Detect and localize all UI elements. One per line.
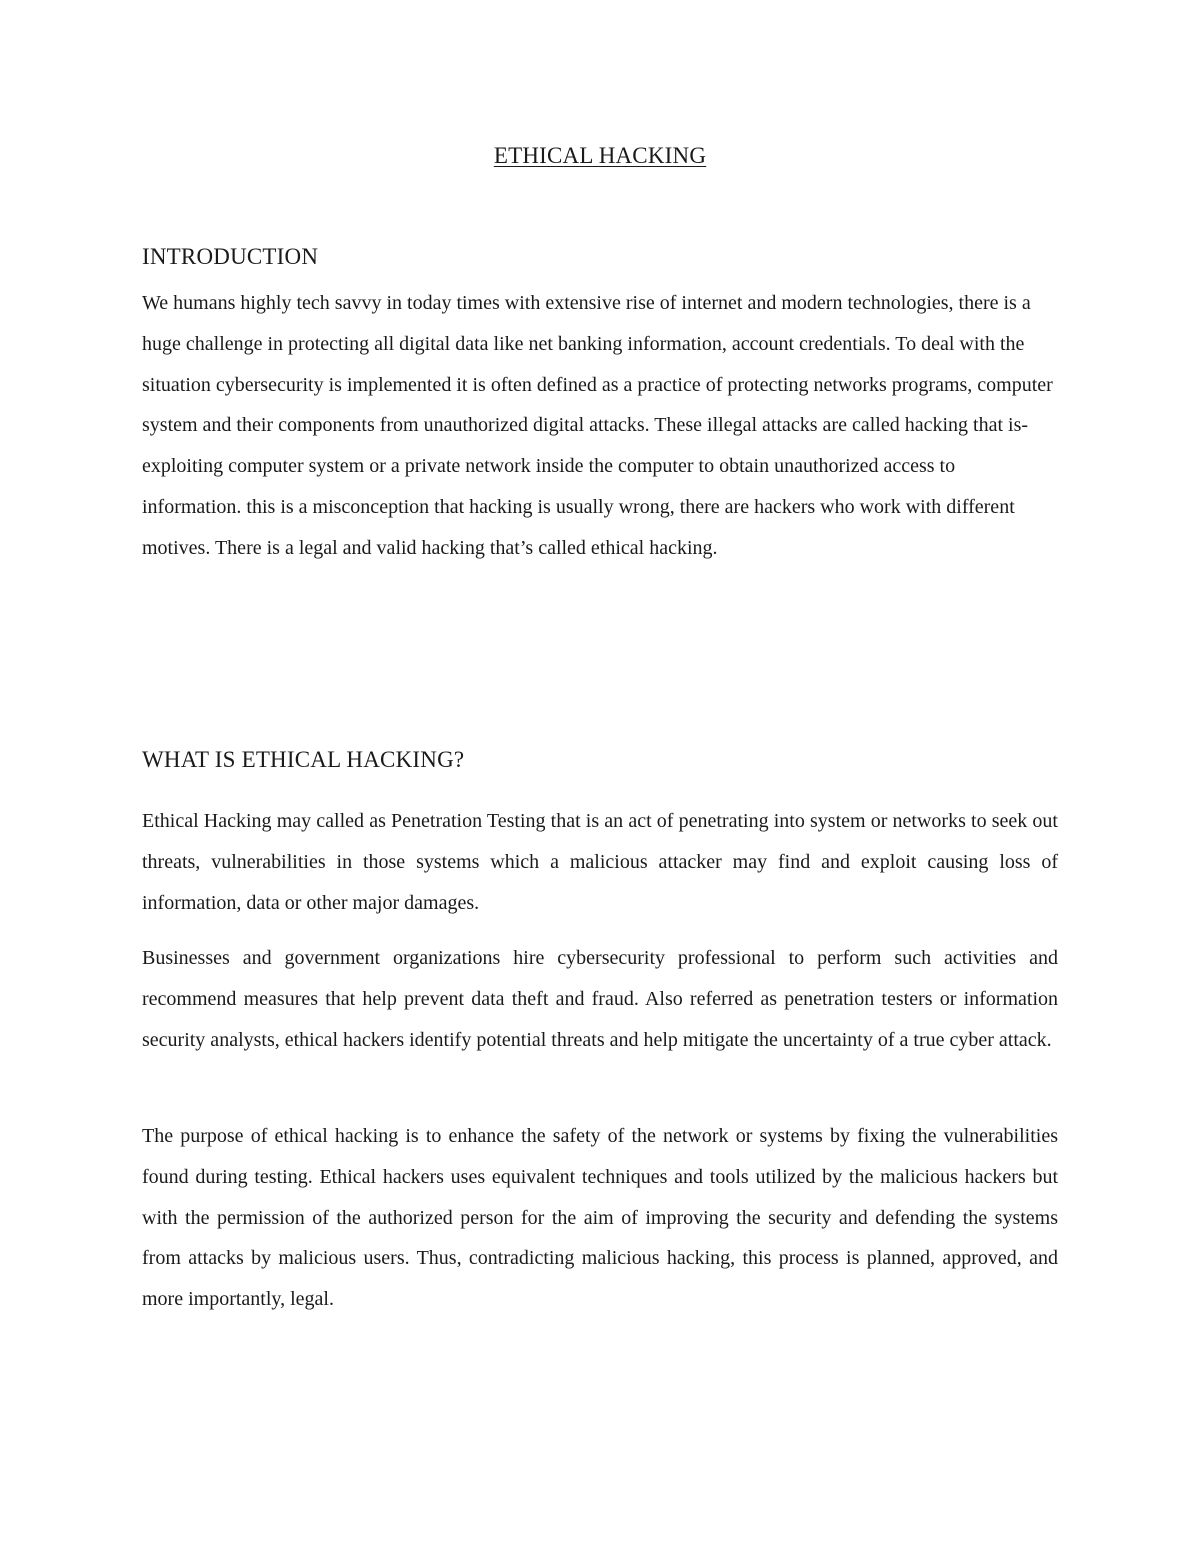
section-heading-what-is-ethical-hacking: WHAT IS ETHICAL HACKING? xyxy=(142,747,465,772)
businesses-paragraph: Businesses and government organizations hire cybersecurity professional to perform such activities and recommend measures that help prevent data theft and fraud. Also referred as penetration testers or information security analysts, ethical hackers identify potential threats and help mitigate the uncertainty of a true cyber attack. xyxy=(142,947,1058,1051)
document-title: ETHICAL HACKING xyxy=(493,143,707,168)
definition-paragraph: Ethical Hacking may called as Penetration Testing that is an act of penetrating into system or networks to seek out threats, vulnerabilities in those systems which a malicious attacker may find and exploit causing loss of information, data or other major damages. xyxy=(142,810,1058,914)
purpose-paragraph: The purpose of ethical hacking is to enhance the safety of the network or systems by fixing the vulnerabilities found during testing. Ethical hackers uses equivalent techniques and tools utilized by the malicious hackers but with the permission of the authorized person for the aim of improving the security and defending the systems from attacks by malicious users. Thus, contradicting malicious hacking, this process is planned, approved, and more importantly, legal. xyxy=(142,1125,1058,1311)
introduction-paragraph: We humans highly tech savvy in today times with extensive rise of internet and modern technologies, there is a huge challenge in protecting all digital data like net banking information, account credentials. To deal with the situation cybersecurity is implemented it is often defined as a practice of protecting networks programs, computer system and their components from unauthorized digital attacks. These illegal attacks are called hacking that is- exploiting computer system or a private network inside the computer to obtain unauthorized access to information. this is a misconception that hacking is usually wrong, there are hackers who work with different motives. There is a legal and valid hacking that’s called ethical hacking. xyxy=(142,292,1053,559)
section-heading-introduction: INTRODUCTION xyxy=(142,244,319,269)
